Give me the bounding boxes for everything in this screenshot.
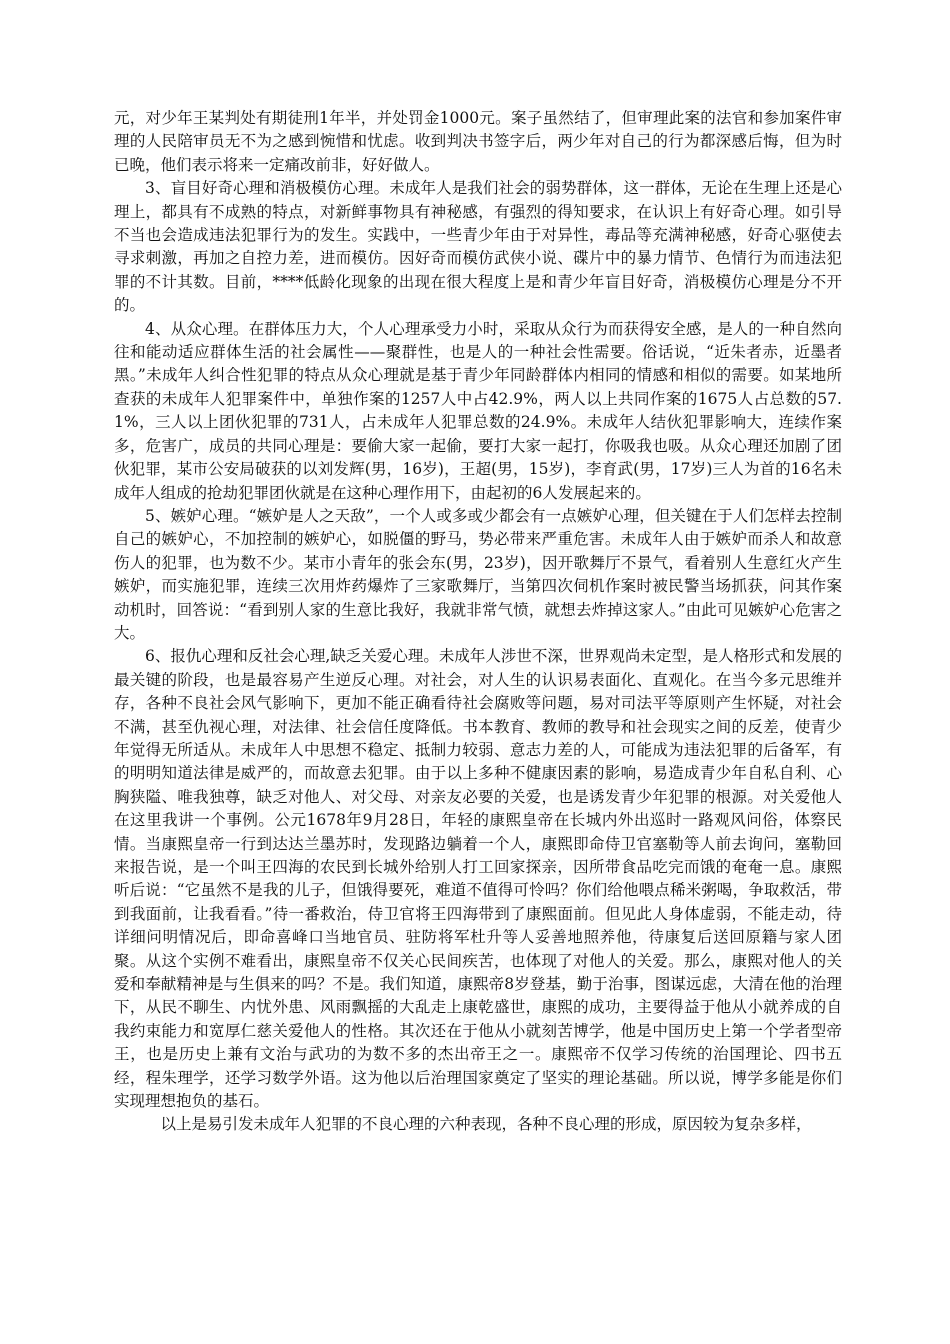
paragraph-jealousy: 5、嫉妒心理。“嫉妒是人之天敌”，一个人或多或少都会有一点嫉妒心理，但关键在于人们怎样去控制自己的嫉妒心，不加控制的嫉妒心，如脱僵的野马，势必带来严重危害。未成年人由于嫉妒而杀人和故意伤人的犯罪，也为数不少。某市小青年的张会东(男，23岁)，因开歌舞厅不景气，看着别人生意红火产生嫉妒，而实施犯罪，连续三次用炸药爆炸了三家歌舞厅，当第四次伺机作案时被民警当场抓获，问其作案动机时，回答说：“看到别人家的生意比我好，我就非常气愤，就想去炸掉这家人。”由此可见嫉妒心危害之大。 xyxy=(114,506,842,642)
document-body xyxy=(114,107,842,1137)
paragraph-revenge-antisocial: 6、报仇心理和反社会心理,缺乏关爱心理。未成年人涉世不深，世界观尚未定型，是人格形式和发展的最关键的阶段，也是最容易产生逆反心理。对社会，对人生的认识易表面化、直观化。在当今多元思维并存，各种不良社会风气影响下，更加不能正确看待社会腐败等问题，易对司法平等原则产生怀疑，对社会不满，甚至仇视心理，对法律、社会信任度降低。书本教育、教师的教导和社会现实之间的反差，使青少年觉得无所适从。未成年人中思想不稳定、抵制力较弱、意志力差的人，可能成为违法犯罪的后备军，有的明明知道法律是威严的，而故意去犯罪。由于以上多种不健康因素的影响，易造成青少年自私自利、心胸狭隘、唯我独尊，缺乏对他人、对父母、对亲友必要的关爱，也是诱发青少年犯罪的根源。对关爱他人在这里我讲一个事例。公元1678年9月28日，年轻的康熙皇帝在长城内外出巡时一路观风问俗，体察民情。当康熙皇帝一行到达达兰墨苏时，发现路边躺着一个人，康熙即命侍卫官塞勒等人前去询问，塞勒回来报告说，是一个叫王四海的农民到长城外给别人打工回家探亲，因所带食品吃完而饿的奄奄一息。康熙听后说：“它虽然不是我的儿子，但饿得要死，难道不值得可怜吗？你们给他喂点稀米粥喝，争取救活，带到我面前，让我看看。”待一番救治，侍卫官将王四海带到了康熙面前。但见此人身体虚弱，不能走动，待详细问明情况后，即命喜峰口当地官员、驻防将军杜升等人妥善地照养他，待康复后送回原籍与家人团聚。从这个实例不难看出，康熙皇帝不仅关心民间疾苦，也体现了对他人的关爱。那么，康熙对他人的关爱和奉献精神是与生俱来的吗？不是。我们知道，康熙帝8岁登基，勤于治事，图谋远虑，大清在他的治理下，从民不聊生、内忧外患、风雨飘摇的大乱走上康乾盛世，康熙的成功，主要得益于他从小就养成的自我约束能力和宽厚仁慈关爱他人的性格。其次还在于他从小就刻苦博学，他是中国历史上第一个学者型帝王，也是历史上兼有文治与武功的为数不多的杰出帝王之一。康熙帝不仅学习传统的治国理论、四书五经，程朱理学，还学习数学外语。这为他以后治理国家奠定了坚实的理论基础。所以说，博学多能是你们实现理想抱负的基石。 xyxy=(114,647,842,1111)
paragraph-conformity: 4、从众心理。在群体压力大，个人心理承受力小时，采取从众行为而获得安全感，是人的一种自然向往和能动适应群体生活的社会属性——聚群性，也是人的一种社会性需要。俗话说，“近朱者赤，近墨者黑。”未成年人纠合性犯罪的特点从众心理就是基于青少年同龄群体内相同的情感和相似的需要。如某地所查获的未成年人犯罪案件中，单独作案的1257人中占42.9%，两人以上共同作案的1675人占总数的57.1%，三人以上团伙犯罪的731人，占未成年人犯罪总数的24.9%。未成年人结伙犯罪影响大，连续作案多，危害广，成员的共同心理是：要偷大家一起偷，要打大家一起打，你吸我也吸。从众心理还加剧了团伙犯罪，某市公安局破获的以刘发辉(男，16岁)，王超(男，15岁)，李育武(男，17岁)三人为首的16名未成年人组成的抢劫犯罪团伙就是在这种心理作用下，由起初的6人发展起来的。 xyxy=(114,319,842,502)
paragraph-summary: 以上是易引发未成年人犯罪的不良心理的六种表现，各种不良心理的形成，原因较为复杂多样， xyxy=(160,1115,812,1134)
paragraph-verdict-continuation: 元，对少年王某判处有期徒刑1年半，并处罚金1000元。案子虽然结了，但审理此案的法官和参加案件审理的人民陪审员无不为之感到惋惜和忧虑。收到判决书签字后，两少年对自己的行为都深感后悔，但为时已晚，他们表示将来一定痛改前非，好好做人。 xyxy=(114,109,842,174)
paragraph-curiosity-imitation: 3、盲目好奇心理和消极模仿心理。未成年人是我们社会的弱势群体，这一群体，无论在生理上还是心理上，都具有不成熟的特点，对新鲜事物具有神秘感，有强烈的得知要求，在认识上有好奇心理。如引导不当也会造成违法犯罪行为的发生。实践中，一些青少年由于对异性，毒品等充满神秘感，好奇心驱使去寻求刺激，再加之自控力差，进而模仿。因好奇而模仿武侠小说、碟片中的暴力情节、色情行为而违法犯罪的不计其数。目前，****低龄化现象的出现在很大程度上是和青少年盲目好奇，消极模仿心理是分不开的。 xyxy=(114,179,842,315)
